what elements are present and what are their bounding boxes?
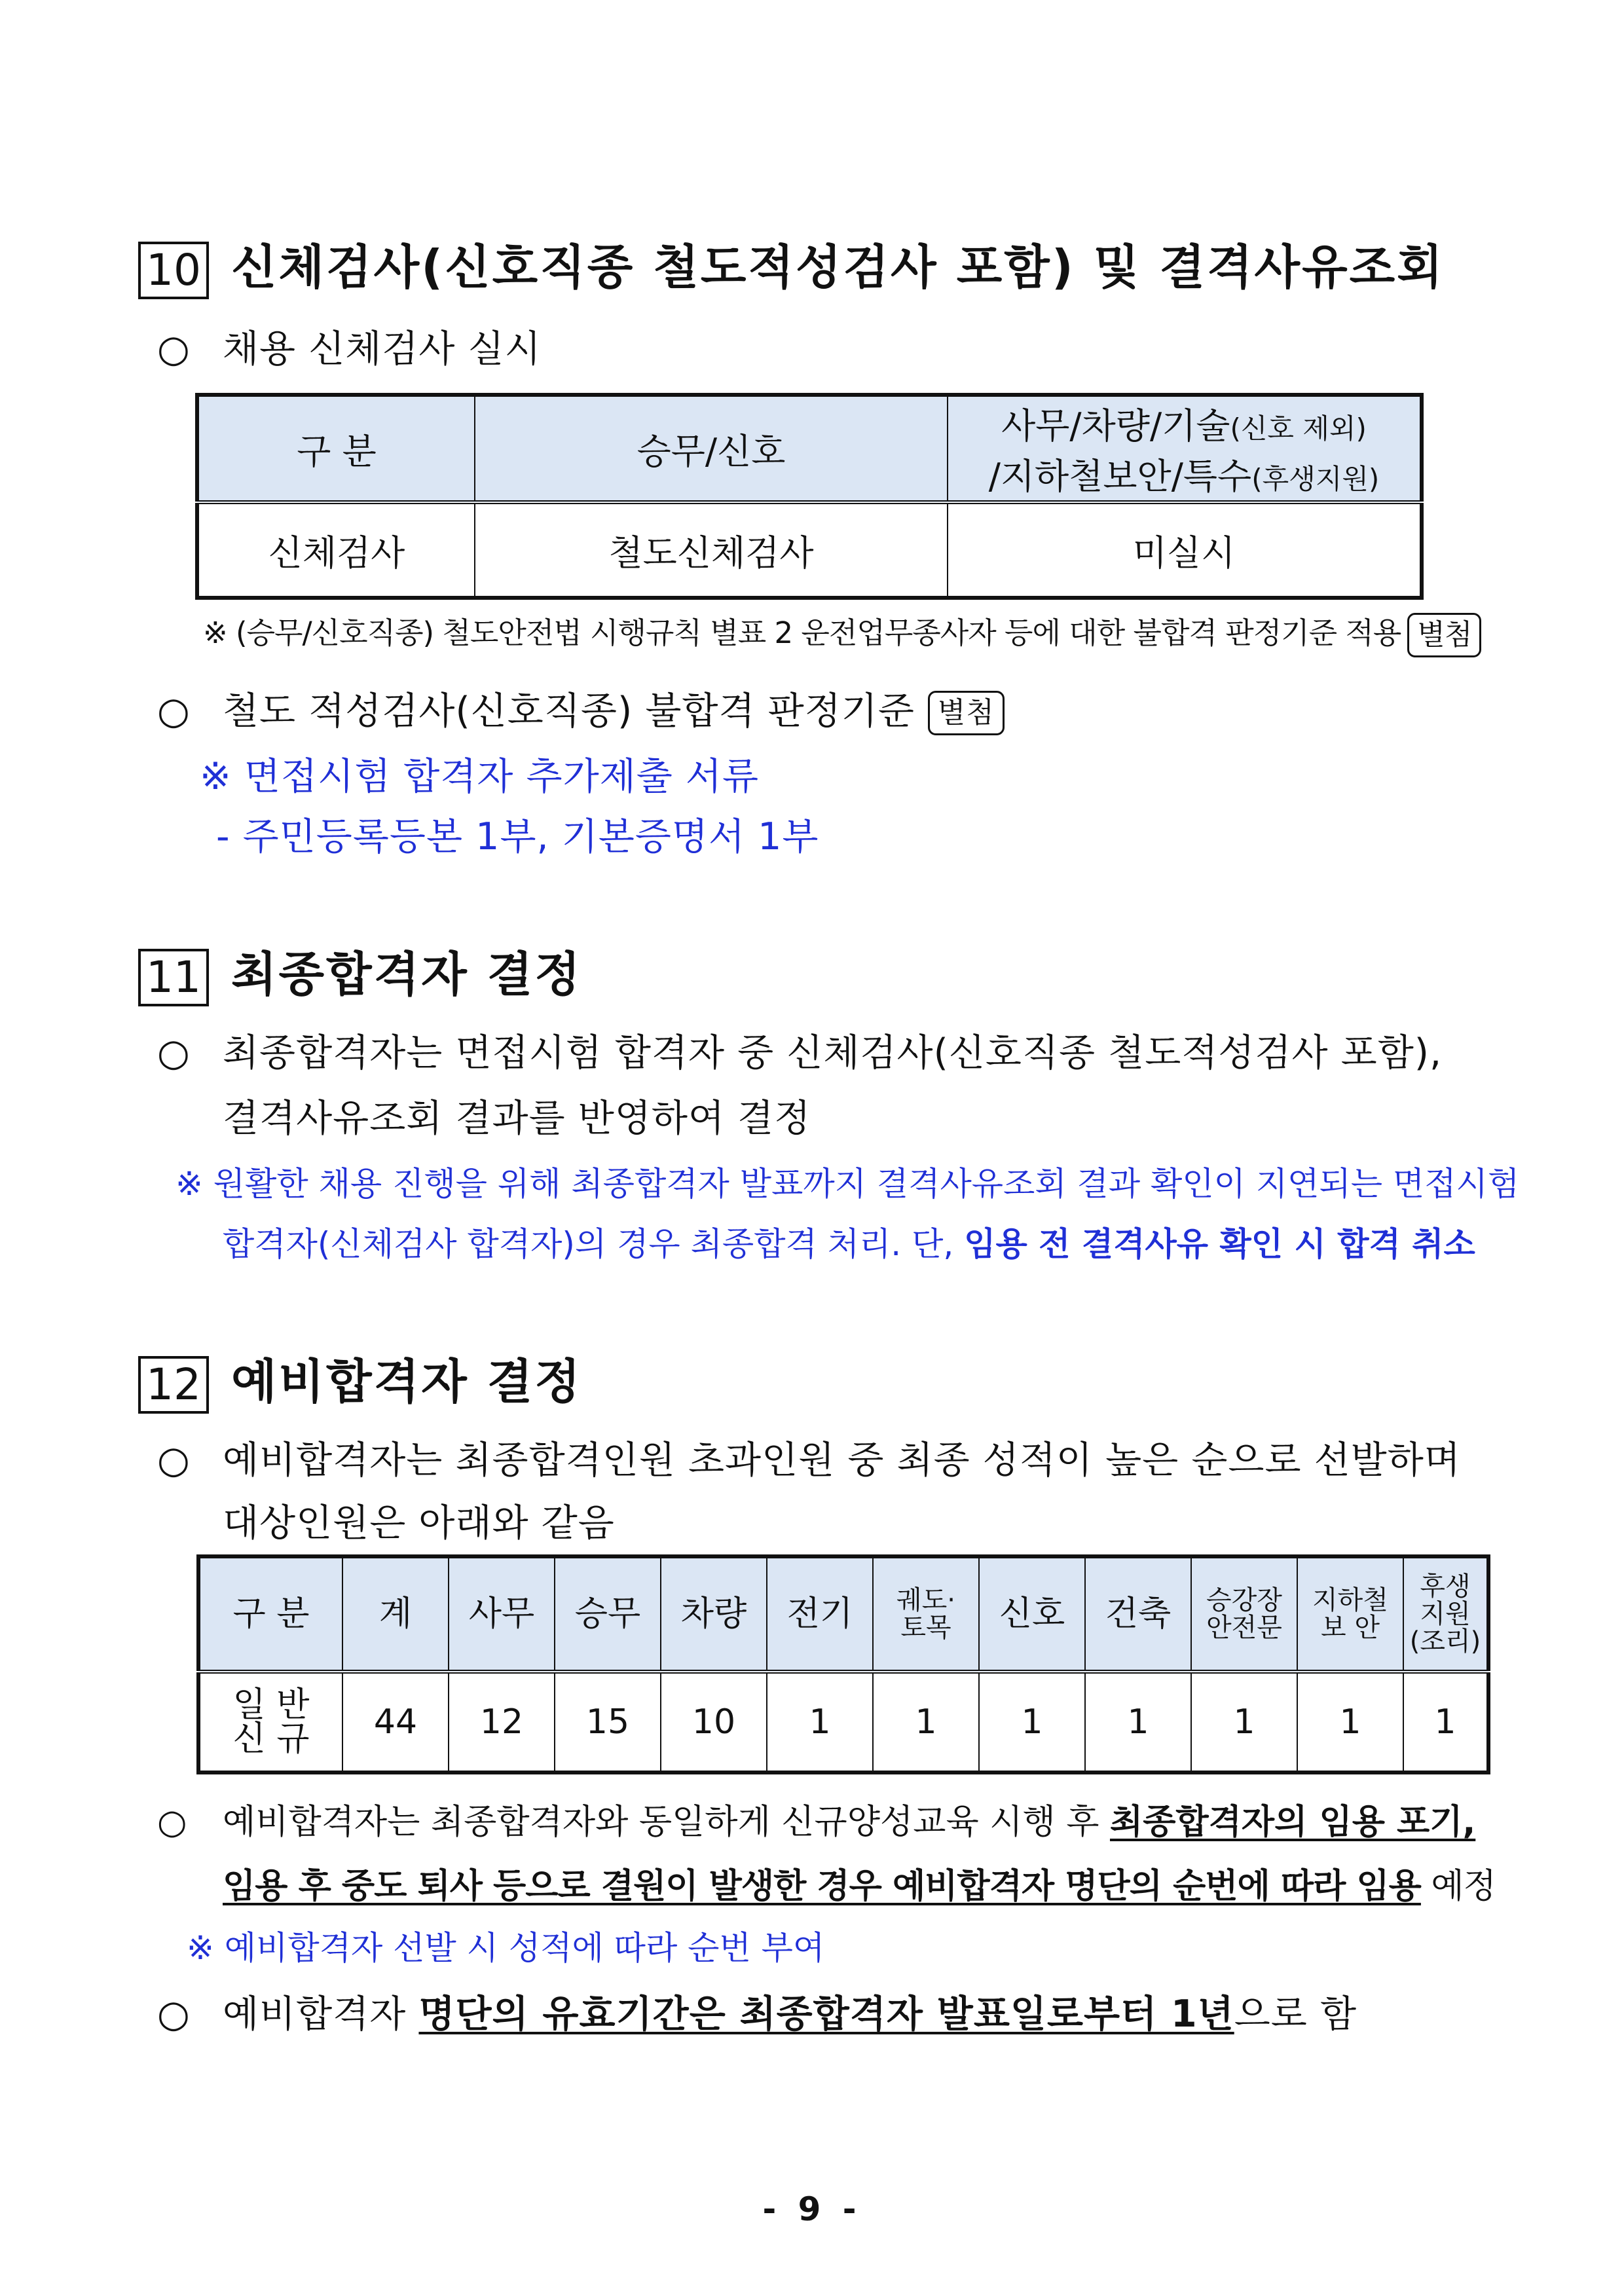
table-header-cell: 계: [342, 1556, 449, 1672]
table-header-cell: 신호: [979, 1556, 1085, 1672]
bullet-line: ○ 예비합격자는 최종합격자와 동일하게 신규양성교육 시행 후 최종합격자의 임용 포기,: [157, 1803, 1476, 1842]
table-cell: 12: [449, 1672, 555, 1772]
table-cell: 미실시: [948, 502, 1422, 598]
section-10-heading: [138, 229, 1445, 299]
table-cell: 1: [1085, 1672, 1191, 1772]
bullet-icon: ○: [157, 1992, 191, 2036]
table-header-cell: 구 분: [197, 395, 475, 502]
bullet-line: [157, 1023, 1442, 1076]
blue-note: ※ 예비합격자 선발 시 성적에 따라 순번 부여: [187, 1929, 825, 1967]
page-number: - 9 -: [762, 2190, 862, 2228]
table-cell: 1: [873, 1672, 979, 1772]
blue-note: ※ 원활한 채용 진행을 위해 최종합격자 발표까지 결격사유조회 결과 확인이 지연되는 면접시험: [175, 1165, 1520, 1203]
bullet-icon: ○: [157, 1803, 187, 1842]
section-number: 11: [138, 949, 209, 1006]
table-header-cell: 후생 지원 (조리): [1403, 1556, 1488, 1672]
table-header-cell: 건축: [1085, 1556, 1191, 1672]
table-header-cell: 사무: [449, 1556, 555, 1672]
bullet-line: [157, 319, 542, 373]
bullet-text-cont: 임용 후 중도 퇴사 등으로 결원이 발생한 경우 예비합격자 명단의 순번에 따라 임용 예정: [223, 1867, 1496, 1906]
blue-note: - 주민등록등본 1부, 기본증명서 1부: [216, 815, 819, 858]
table-cell: 10: [661, 1672, 767, 1772]
table-cell: 1: [767, 1672, 873, 1772]
bullet-line: [157, 681, 1005, 735]
reserve-quota-table: [196, 1554, 1490, 1774]
table-row-label: 일 반 신 규: [198, 1672, 342, 1772]
table-cell: 1: [1403, 1672, 1488, 1772]
section-number: 12: [138, 1356, 209, 1414]
table-cell: 1: [1297, 1672, 1403, 1772]
section-title: 예비합격자 결정: [231, 1354, 582, 1409]
note-line: ※ (승무/신호직종) 철도안전법 시행규칙 별표 2 운전업무종사자 등에 대한 불합격 판정기준 적용 별첨: [203, 609, 1481, 657]
table-cell: 철도신체검사: [475, 502, 948, 598]
bullet-icon: ○: [157, 1031, 191, 1074]
bullet-text-cont: 결격사유조회 결과를 반영하여 결정: [223, 1097, 811, 1140]
bullet-line: [157, 1430, 1461, 1484]
bullet-icon: ○: [157, 327, 191, 371]
table-header-cell: 구 분: [198, 1556, 342, 1672]
bullet-icon: ○: [157, 1439, 191, 1482]
table-cell: 44: [342, 1672, 449, 1772]
table-cell: 1: [979, 1672, 1085, 1772]
attachment-badge: 별첨: [928, 691, 1005, 735]
section-number: 10: [138, 242, 209, 299]
bullet-text: 채용 신체검사 실시: [223, 327, 542, 371]
attachment-badge: 별첨: [1407, 613, 1481, 657]
table-header-cell: 궤도· 토목: [873, 1556, 979, 1672]
bullet-text: 최종합격자는 면접시험 합격자 중 신체검사(신호직종 철도적성검사 포함),: [223, 1031, 1443, 1074]
table-header-cell: 사무/차량/기술(신호 제외) /지하철보안/특수(후생지원): [948, 395, 1422, 502]
section-11-heading: [138, 936, 582, 1006]
table-header-cell: 차량: [661, 1556, 767, 1672]
bullet-text: 철도 적성검사(신호직종) 불합격 판정기준: [223, 689, 915, 733]
table-header-cell: 지하철 보 안: [1297, 1556, 1403, 1672]
table-header-cell: 승무/신호: [475, 395, 948, 502]
section-12-heading: [138, 1344, 582, 1414]
table-header-cell: 승강장 안전문: [1191, 1556, 1297, 1672]
blue-note: 합격자(신체검사 합격자)의 경우 최종합격 처리. 단, 임용 전 결격사유 확인 시 합격 취소: [223, 1225, 1475, 1263]
bullet-icon: ○: [157, 689, 191, 733]
table-cell: 15: [555, 1672, 661, 1772]
bullet-text: 예비합격자는 최종합격인원 초과인원 중 최종 성적이 높은 순으로 선발하며: [223, 1439, 1461, 1482]
blue-note: ※ 면접시험 합격자 추가제출 서류: [200, 755, 760, 798]
section-title: 신체검사(신호직종 철도적성검사 포함) 및 결격사유조회: [231, 240, 1445, 295]
bullet-text-cont: 대상인원은 아래와 같음: [223, 1501, 615, 1545]
table-cell: 1: [1191, 1672, 1297, 1772]
table-header-cell: 승무: [555, 1556, 661, 1672]
bullet-line: ○ 예비합격자 명단의 유효기간은 최종합격자 발표일로부터 1년으로 함: [157, 1992, 1357, 2036]
section-title: 최종합격자 결정: [231, 947, 582, 1002]
table-header-cell: 전기: [767, 1556, 873, 1672]
medical-exam-table: [195, 393, 1424, 600]
table-cell: 신체검사: [197, 502, 475, 598]
